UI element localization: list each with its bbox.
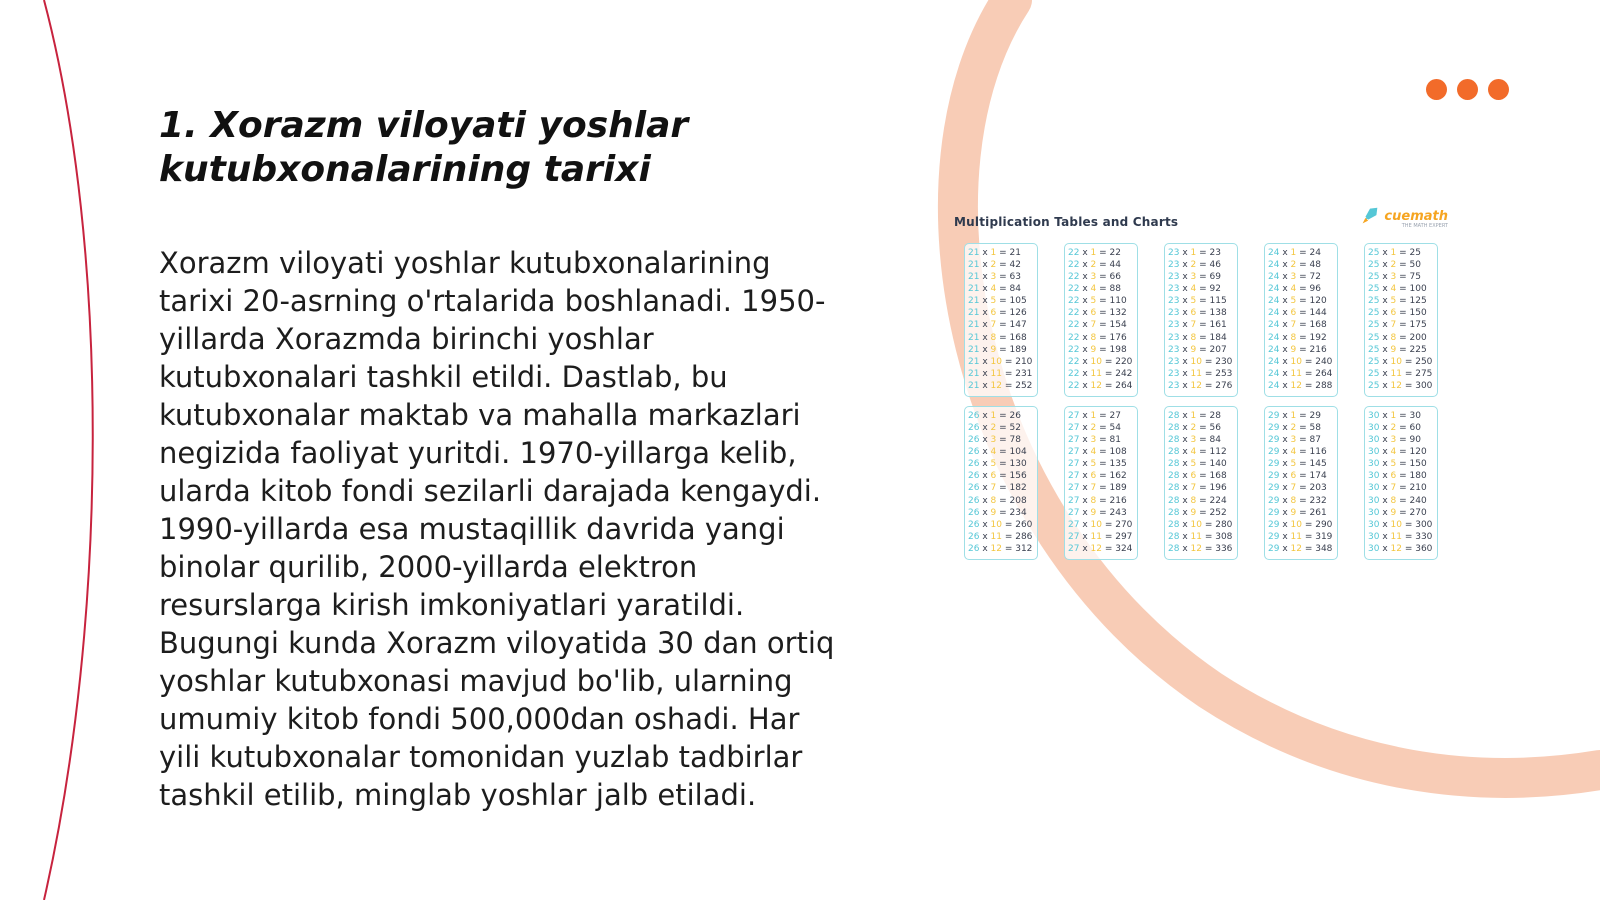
table-row: 30 x 6 = 180 <box>1368 471 1427 482</box>
table-row: 30 x 4 = 120 <box>1368 447 1427 458</box>
table-row: 23 x 10 = 230 <box>1168 356 1233 367</box>
table-row: 25 x 4 = 100 <box>1368 284 1427 295</box>
table-row: 22 x 8 = 176 <box>1068 332 1127 343</box>
table-row: 25 x 9 = 225 <box>1368 344 1427 355</box>
table-row: 30 x 9 = 270 <box>1368 507 1427 518</box>
table-row: 21 x 9 = 189 <box>968 344 1027 355</box>
table-row: 22 x 9 = 198 <box>1068 344 1127 355</box>
slide-body-text: Xorazm viloyati yoshlar kutubxonalarining tarixi 20-asrning o'rtalarida boshlanadi. 1950-yillarda Xorazmda birinchi yoshlar kutubxonalari tashkil etildi. Dastlab, bu kutubxonalar maktab va mahalla markazlari negizida faoliyat yuritdi. 1970-yillarga kelib, ularda kitob fondi sezilarli darajada kengaydi. 1990-yillarda esa mustaqillik davrida yangi binolar qurilib, 2000-yillarda elektron resurslarga kirish imkoniyatlari yaratildi. Bugungi kunda Xorazm viloyatida 30 dan ortiq yoshlar kutubxonasi mavjud bo'lib, ularning umumiy kitob fondi 500,000dan oshadi. Har yili kutubxonalar tomonidan yuzlab tadbirlar tashkil etilib, minglab yoshlar jalb etiladi. <box>159 246 835 812</box>
brand-name: cuemath <box>1384 208 1448 224</box>
table-row: 27 x 9 = 243 <box>1068 507 1127 518</box>
table-row: 25 x 5 = 125 <box>1368 296 1427 307</box>
table-row: 26 x 1 = 26 <box>968 411 1021 421</box>
table-row: 26 x 3 = 78 <box>968 435 1021 446</box>
table-row: 29 x 2 = 58 <box>1268 423 1321 434</box>
multiplication-tables-image <box>950 205 1450 570</box>
table-row: 22 x 6 = 132 <box>1068 308 1127 319</box>
rocket-icon <box>1359 205 1381 227</box>
table-row: 23 x 6 = 138 <box>1168 308 1227 319</box>
table-row: 28 x 12 = 336 <box>1168 543 1233 554</box>
table-row: 25 x 12 = 300 <box>1368 380 1433 391</box>
table-row: 29 x 9 = 261 <box>1268 507 1327 518</box>
table-row: 21 x 7 = 147 <box>968 320 1027 331</box>
table-row: 25 x 7 = 175 <box>1368 320 1427 331</box>
table-row: 29 x 6 = 174 <box>1268 471 1327 482</box>
dot-3 <box>1488 79 1509 100</box>
table-row: 22 x 7 = 154 <box>1068 320 1127 331</box>
dot-2 <box>1457 79 1478 100</box>
table-row: 28 x 10 = 280 <box>1168 519 1233 530</box>
table-card-26 <box>964 406 1038 560</box>
table-row: 28 x 7 = 196 <box>1168 483 1227 494</box>
table-row: 26 x 12 = 312 <box>968 543 1033 554</box>
table-row: 23 x 3 = 69 <box>1168 272 1221 283</box>
table-card-21 <box>964 243 1038 397</box>
table-row: 28 x 5 = 140 <box>1168 459 1227 470</box>
table-row: 28 x 8 = 224 <box>1168 495 1227 506</box>
table-row: 30 x 5 = 150 <box>1368 459 1427 470</box>
table-row: 30 x 8 = 240 <box>1368 495 1427 506</box>
three-dots-icon <box>1426 79 1509 100</box>
table-row: 24 x 11 = 264 <box>1268 368 1333 379</box>
table-row: 21 x 4 = 84 <box>968 284 1021 295</box>
table-row: 27 x 7 = 189 <box>1068 483 1127 494</box>
table-row: 27 x 2 = 54 <box>1068 423 1121 434</box>
dot-1 <box>1426 79 1447 100</box>
table-row: 25 x 2 = 50 <box>1368 260 1421 271</box>
table-row: 26 x 8 = 208 <box>968 495 1027 506</box>
table-row: 27 x 1 = 27 <box>1068 411 1121 421</box>
table-row: 24 x 8 = 192 <box>1268 332 1327 343</box>
table-row: 21 x 1 = 21 <box>968 248 1021 258</box>
table-row: 21 x 11 = 231 <box>968 368 1033 379</box>
table-row: 25 x 10 = 250 <box>1368 356 1433 367</box>
table-row: 24 x 7 = 168 <box>1268 320 1327 331</box>
table-row: 24 x 12 = 288 <box>1268 380 1333 391</box>
table-row: 27 x 12 = 324 <box>1068 543 1133 554</box>
table-row: 26 x 11 = 286 <box>968 531 1033 542</box>
table-row: 22 x 3 = 66 <box>1068 272 1121 283</box>
table-row: 29 x 4 = 116 <box>1268 447 1327 458</box>
table-row: 25 x 1 = 25 <box>1368 248 1421 258</box>
table-row: 26 x 6 = 156 <box>968 471 1027 482</box>
table-row: 30 x 12 = 360 <box>1368 543 1433 554</box>
table-row: 26 x 7 = 182 <box>968 483 1027 494</box>
table-row: 29 x 8 = 232 <box>1268 495 1327 506</box>
table-row: 30 x 7 = 210 <box>1368 483 1427 494</box>
table-row: 27 x 3 = 81 <box>1068 435 1121 446</box>
table-row: 23 x 11 = 253 <box>1168 368 1233 379</box>
table-row: 26 x 10 = 260 <box>968 519 1033 530</box>
table-row: 24 x 9 = 216 <box>1268 344 1327 355</box>
table-row: 28 x 9 = 252 <box>1168 507 1227 518</box>
table-row: 26 x 4 = 104 <box>968 447 1027 458</box>
table-row: 25 x 11 = 275 <box>1368 368 1433 379</box>
table-row: 22 x 4 = 88 <box>1068 284 1121 295</box>
table-row: 22 x 5 = 110 <box>1068 296 1127 307</box>
table-row: 23 x 8 = 184 <box>1168 332 1227 343</box>
table-row: 24 x 10 = 240 <box>1268 356 1333 367</box>
left-red-curve <box>44 0 93 900</box>
table-row: 24 x 1 = 24 <box>1268 248 1321 258</box>
table-row: 29 x 10 = 290 <box>1268 519 1333 530</box>
table-row: 29 x 1 = 29 <box>1268 411 1321 421</box>
table-row: 27 x 6 = 162 <box>1068 471 1127 482</box>
table-row: 27 x 5 = 135 <box>1068 459 1127 470</box>
table-row: 24 x 6 = 144 <box>1268 308 1327 319</box>
table-row: 22 x 11 = 242 <box>1068 368 1133 379</box>
table-row: 22 x 12 = 264 <box>1068 380 1133 391</box>
table-row: 30 x 1 = 30 <box>1368 411 1421 421</box>
table-row: 25 x 3 = 75 <box>1368 272 1421 283</box>
table-row: 23 x 7 = 161 <box>1168 320 1227 331</box>
tables-grid <box>964 243 1438 560</box>
table-row: 28 x 4 = 112 <box>1168 447 1227 458</box>
table-row: 21 x 8 = 168 <box>968 332 1027 343</box>
table-row: 22 x 10 = 220 <box>1068 356 1133 367</box>
table-row: 25 x 6 = 150 <box>1368 308 1427 319</box>
table-row: 30 x 10 = 300 <box>1368 519 1433 530</box>
table-row: 26 x 9 = 234 <box>968 507 1027 518</box>
table-row: 27 x 11 = 297 <box>1068 531 1133 542</box>
table-row: 22 x 1 = 22 <box>1068 248 1121 258</box>
table-row: 27 x 10 = 270 <box>1068 519 1133 530</box>
table-row: 29 x 12 = 348 <box>1268 543 1333 554</box>
table-row: 26 x 5 = 130 <box>968 459 1027 470</box>
table-row: 24 x 2 = 48 <box>1268 260 1321 271</box>
table-card-25 <box>1364 243 1438 397</box>
table-row: 30 x 3 = 90 <box>1368 435 1421 446</box>
table-card-23 <box>1164 243 1238 397</box>
table-row: 21 x 10 = 210 <box>968 356 1033 367</box>
table-row: 29 x 11 = 319 <box>1268 531 1333 542</box>
table-row: 29 x 3 = 87 <box>1268 435 1321 446</box>
table-row: 23 x 4 = 92 <box>1168 284 1221 295</box>
table-row: 29 x 7 = 203 <box>1268 483 1327 494</box>
table-row: 24 x 4 = 96 <box>1268 284 1321 295</box>
table-card-30 <box>1364 406 1438 560</box>
table-row: 21 x 6 = 126 <box>968 308 1027 319</box>
table-card-28 <box>1164 406 1238 560</box>
table-card-29 <box>1264 406 1338 560</box>
table-row: 22 x 2 = 44 <box>1068 260 1121 271</box>
table-row: 30 x 11 = 330 <box>1368 531 1433 542</box>
table-row: 25 x 8 = 200 <box>1368 332 1427 343</box>
table-row: 23 x 5 = 115 <box>1168 296 1227 307</box>
table-row: 26 x 2 = 52 <box>968 423 1021 434</box>
table-row: 28 x 11 = 308 <box>1168 531 1233 542</box>
image-title: Multiplication Tables and Charts <box>954 215 1179 229</box>
table-row: 21 x 5 = 105 <box>968 296 1027 307</box>
table-row: 21 x 2 = 42 <box>968 260 1021 271</box>
table-row: 24 x 5 = 120 <box>1268 296 1327 307</box>
table-row: 24 x 3 = 72 <box>1268 272 1321 283</box>
brand-tagline: THE MATH EXPERT <box>1401 223 1448 229</box>
table-card-27 <box>1064 406 1138 560</box>
table-row: 28 x 1 = 28 <box>1168 411 1221 421</box>
table-row: 28 x 2 = 56 <box>1168 423 1221 434</box>
table-row: 21 x 3 = 63 <box>968 272 1021 283</box>
table-card-24 <box>1264 243 1338 397</box>
table-row: 28 x 3 = 84 <box>1168 435 1221 446</box>
table-row: 23 x 2 = 46 <box>1168 260 1221 271</box>
table-row: 27 x 8 = 216 <box>1068 495 1127 506</box>
table-card-22 <box>1064 243 1138 397</box>
table-row: 23 x 12 = 276 <box>1168 380 1233 391</box>
table-row: 30 x 2 = 60 <box>1368 423 1421 434</box>
slide-title: 1. Xorazm viloyati yoshlar kutubxonalarining tarixi <box>159 105 689 190</box>
table-row: 27 x 4 = 108 <box>1068 447 1127 458</box>
table-row: 28 x 6 = 168 <box>1168 471 1227 482</box>
table-row: 23 x 9 = 207 <box>1168 344 1227 355</box>
table-row: 23 x 1 = 23 <box>1168 248 1221 258</box>
table-row: 29 x 5 = 145 <box>1268 459 1327 470</box>
table-row: 21 x 12 = 252 <box>968 380 1033 391</box>
